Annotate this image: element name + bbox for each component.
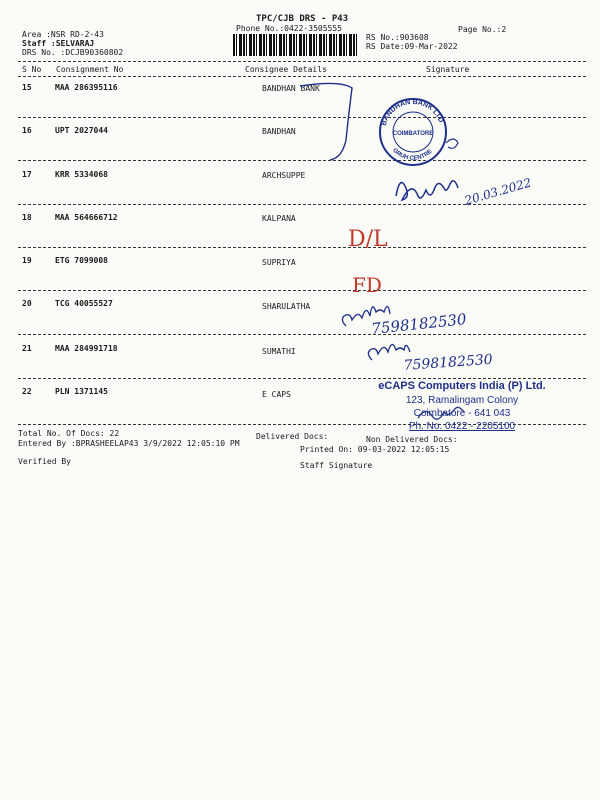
row-number: 21 bbox=[22, 344, 32, 353]
initial-mark bbox=[446, 139, 458, 148]
consignment-number: UPT 2027044 bbox=[55, 126, 108, 135]
row-number: 20 bbox=[22, 299, 32, 308]
verified-by: Verified By bbox=[18, 457, 71, 466]
stamp-top-text: BANDHAN BANK LTD bbox=[380, 98, 445, 127]
col-consignee: Consignee Details bbox=[245, 65, 327, 74]
col-sno: S No bbox=[22, 65, 42, 74]
document-title: TPC/CJB DRS - P43 bbox=[256, 14, 349, 24]
non-delivered-docs: Non Delivered Docs: bbox=[366, 435, 458, 444]
consignee-name: SHARULATHA bbox=[262, 302, 311, 311]
col-consignment: Consignment No bbox=[56, 65, 124, 74]
handwritten-fd: FD bbox=[352, 273, 382, 297]
rs-number: RS No.:903608 bbox=[366, 33, 429, 42]
phone-number: Phone No.:0422-3505555 bbox=[236, 24, 342, 33]
area: Area :NSR RD-2-43 bbox=[22, 30, 104, 39]
stamp-center-text: COIMBATORE bbox=[392, 131, 434, 137]
consignment-number: TCG 40055527 bbox=[55, 299, 113, 308]
row-number: 18 bbox=[22, 213, 32, 222]
consignee-name: SUMATHI bbox=[262, 347, 296, 356]
consignee-name: E CAPS bbox=[262, 390, 291, 399]
stamp-phone: Ph. No. 0422 - 2205100 bbox=[408, 421, 516, 432]
entered-by: Entered By :BPRASHEELAP43 3/9/2022 12:05:10 PM bbox=[18, 439, 240, 448]
drs-number: DRS No. :DCJB90360802 bbox=[22, 48, 124, 57]
svg-text:GRUH CENTRE bbox=[391, 148, 433, 162]
total-docs: Total No. Of Docs: 22 bbox=[18, 429, 120, 438]
consignment-number: PLN 1371145 bbox=[55, 387, 108, 396]
col-signature: Signature bbox=[426, 65, 470, 74]
stamp-company-name: eCAPS Computers India (P) Ltd. bbox=[378, 380, 546, 392]
consignee-name: KALPANA bbox=[262, 214, 296, 223]
handwritten-phone-row20: 7598182530 bbox=[370, 310, 468, 338]
bracket-mark bbox=[300, 83, 352, 160]
row-number: 22 bbox=[22, 387, 32, 396]
consignee-name: SUPRIYA bbox=[262, 258, 296, 267]
row-number: 16 bbox=[22, 126, 32, 135]
handwritten-date-row17: 20.03.2022 bbox=[462, 175, 533, 208]
printed-on: Printed On: 09-03-2022 12:05:15 bbox=[300, 445, 450, 454]
consignment-number: KRR 5334068 bbox=[55, 170, 108, 179]
delivered-docs: Delivered Docs: bbox=[256, 432, 329, 441]
consignment-number: MAA 564666712 bbox=[55, 213, 118, 222]
consignee-name: BANDHAN bbox=[262, 127, 296, 136]
row-number: 17 bbox=[22, 170, 32, 179]
staff: Staff :SELVARAJ bbox=[22, 39, 95, 48]
consignee-name: BANDHAN BANK bbox=[262, 84, 320, 93]
consignment-number: MAA 286395116 bbox=[55, 83, 118, 92]
row-number: 15 bbox=[22, 83, 32, 92]
bank-stamp bbox=[380, 99, 446, 165]
rs-date: RS Date:09-Mar-2022 bbox=[366, 42, 458, 51]
staff-signature-label: Staff Signature bbox=[300, 461, 373, 470]
company-stamp bbox=[362, 380, 562, 436]
handwritten-dl: D/L bbox=[348, 227, 388, 252]
signature-row17 bbox=[396, 181, 458, 200]
stamp-address-1: 123, Ramalingam Colony bbox=[405, 395, 519, 406]
page-number: Page No.:2 bbox=[458, 25, 507, 34]
handwritten-phone-row21: 7598182530 bbox=[403, 351, 494, 374]
stamp-address-2: Coimbatore - 641 043 bbox=[413, 408, 511, 419]
svg-text:BANDHAN BANK LTD bbox=[381, 99, 444, 127]
consignee-name: ARCHSUPPE bbox=[262, 171, 306, 180]
row-number: 19 bbox=[22, 256, 32, 265]
consignment-number: ETG 7099008 bbox=[55, 256, 108, 265]
stamp-bottom-text: GRUH CENTRE bbox=[391, 147, 434, 162]
consignment-number: MAA 284991718 bbox=[55, 344, 118, 353]
